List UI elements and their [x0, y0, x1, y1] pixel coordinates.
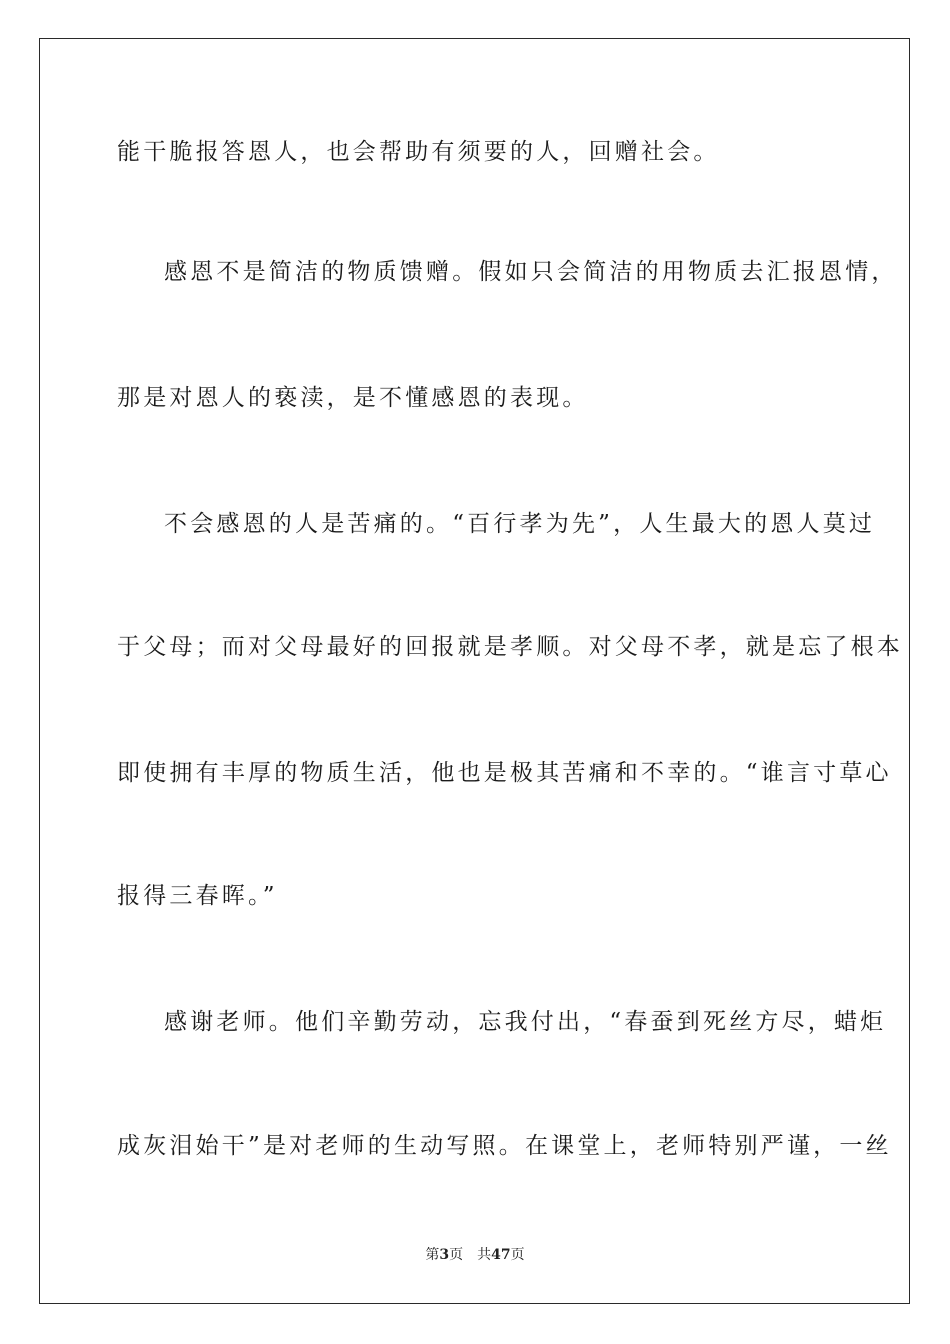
page-number: 3	[439, 1247, 450, 1263]
total-pages: 47	[491, 1247, 511, 1263]
text-line: 能干脆报答恩人，也会帮助有须要的人，回赠社会。	[117, 139, 720, 165]
text-line: 那是对恩人的亵渎，是不懂感恩的表现。	[117, 385, 589, 411]
page-suffix: 页	[449, 1247, 464, 1263]
total-suffix: 页	[510, 1247, 525, 1263]
text-line: 感谢老师。他们辛勤劳动，忘我付出，“春蚕到死丝方尽，蜡炬	[164, 1009, 887, 1035]
text-line: 感恩不是简洁的物质馈赠。假如只会简洁的用物质去汇报恩情，	[164, 259, 898, 285]
text-line: 报得三春晖。”	[117, 883, 278, 909]
text-line: 成灰泪始干”是对老师的生动写照。在课堂上，老师特别严谨，一丝	[117, 1133, 892, 1159]
page-prefix: 第	[425, 1247, 440, 1263]
text-line: 不会感恩的人是苦痛的。“百行孝为先”，人生最大的恩人莫过	[164, 511, 876, 537]
page-border	[39, 38, 910, 1304]
text-line: 即使拥有丰厚的物质生活，他也是极其苦痛和不幸的。“谁言寸草心	[117, 760, 892, 786]
page-footer	[0, 1246, 950, 1264]
text-line: 于父母；而对父母最好的回报就是孝顺。对父母不孝，就是忘了根本	[117, 634, 903, 660]
total-prefix: 共	[477, 1247, 492, 1263]
